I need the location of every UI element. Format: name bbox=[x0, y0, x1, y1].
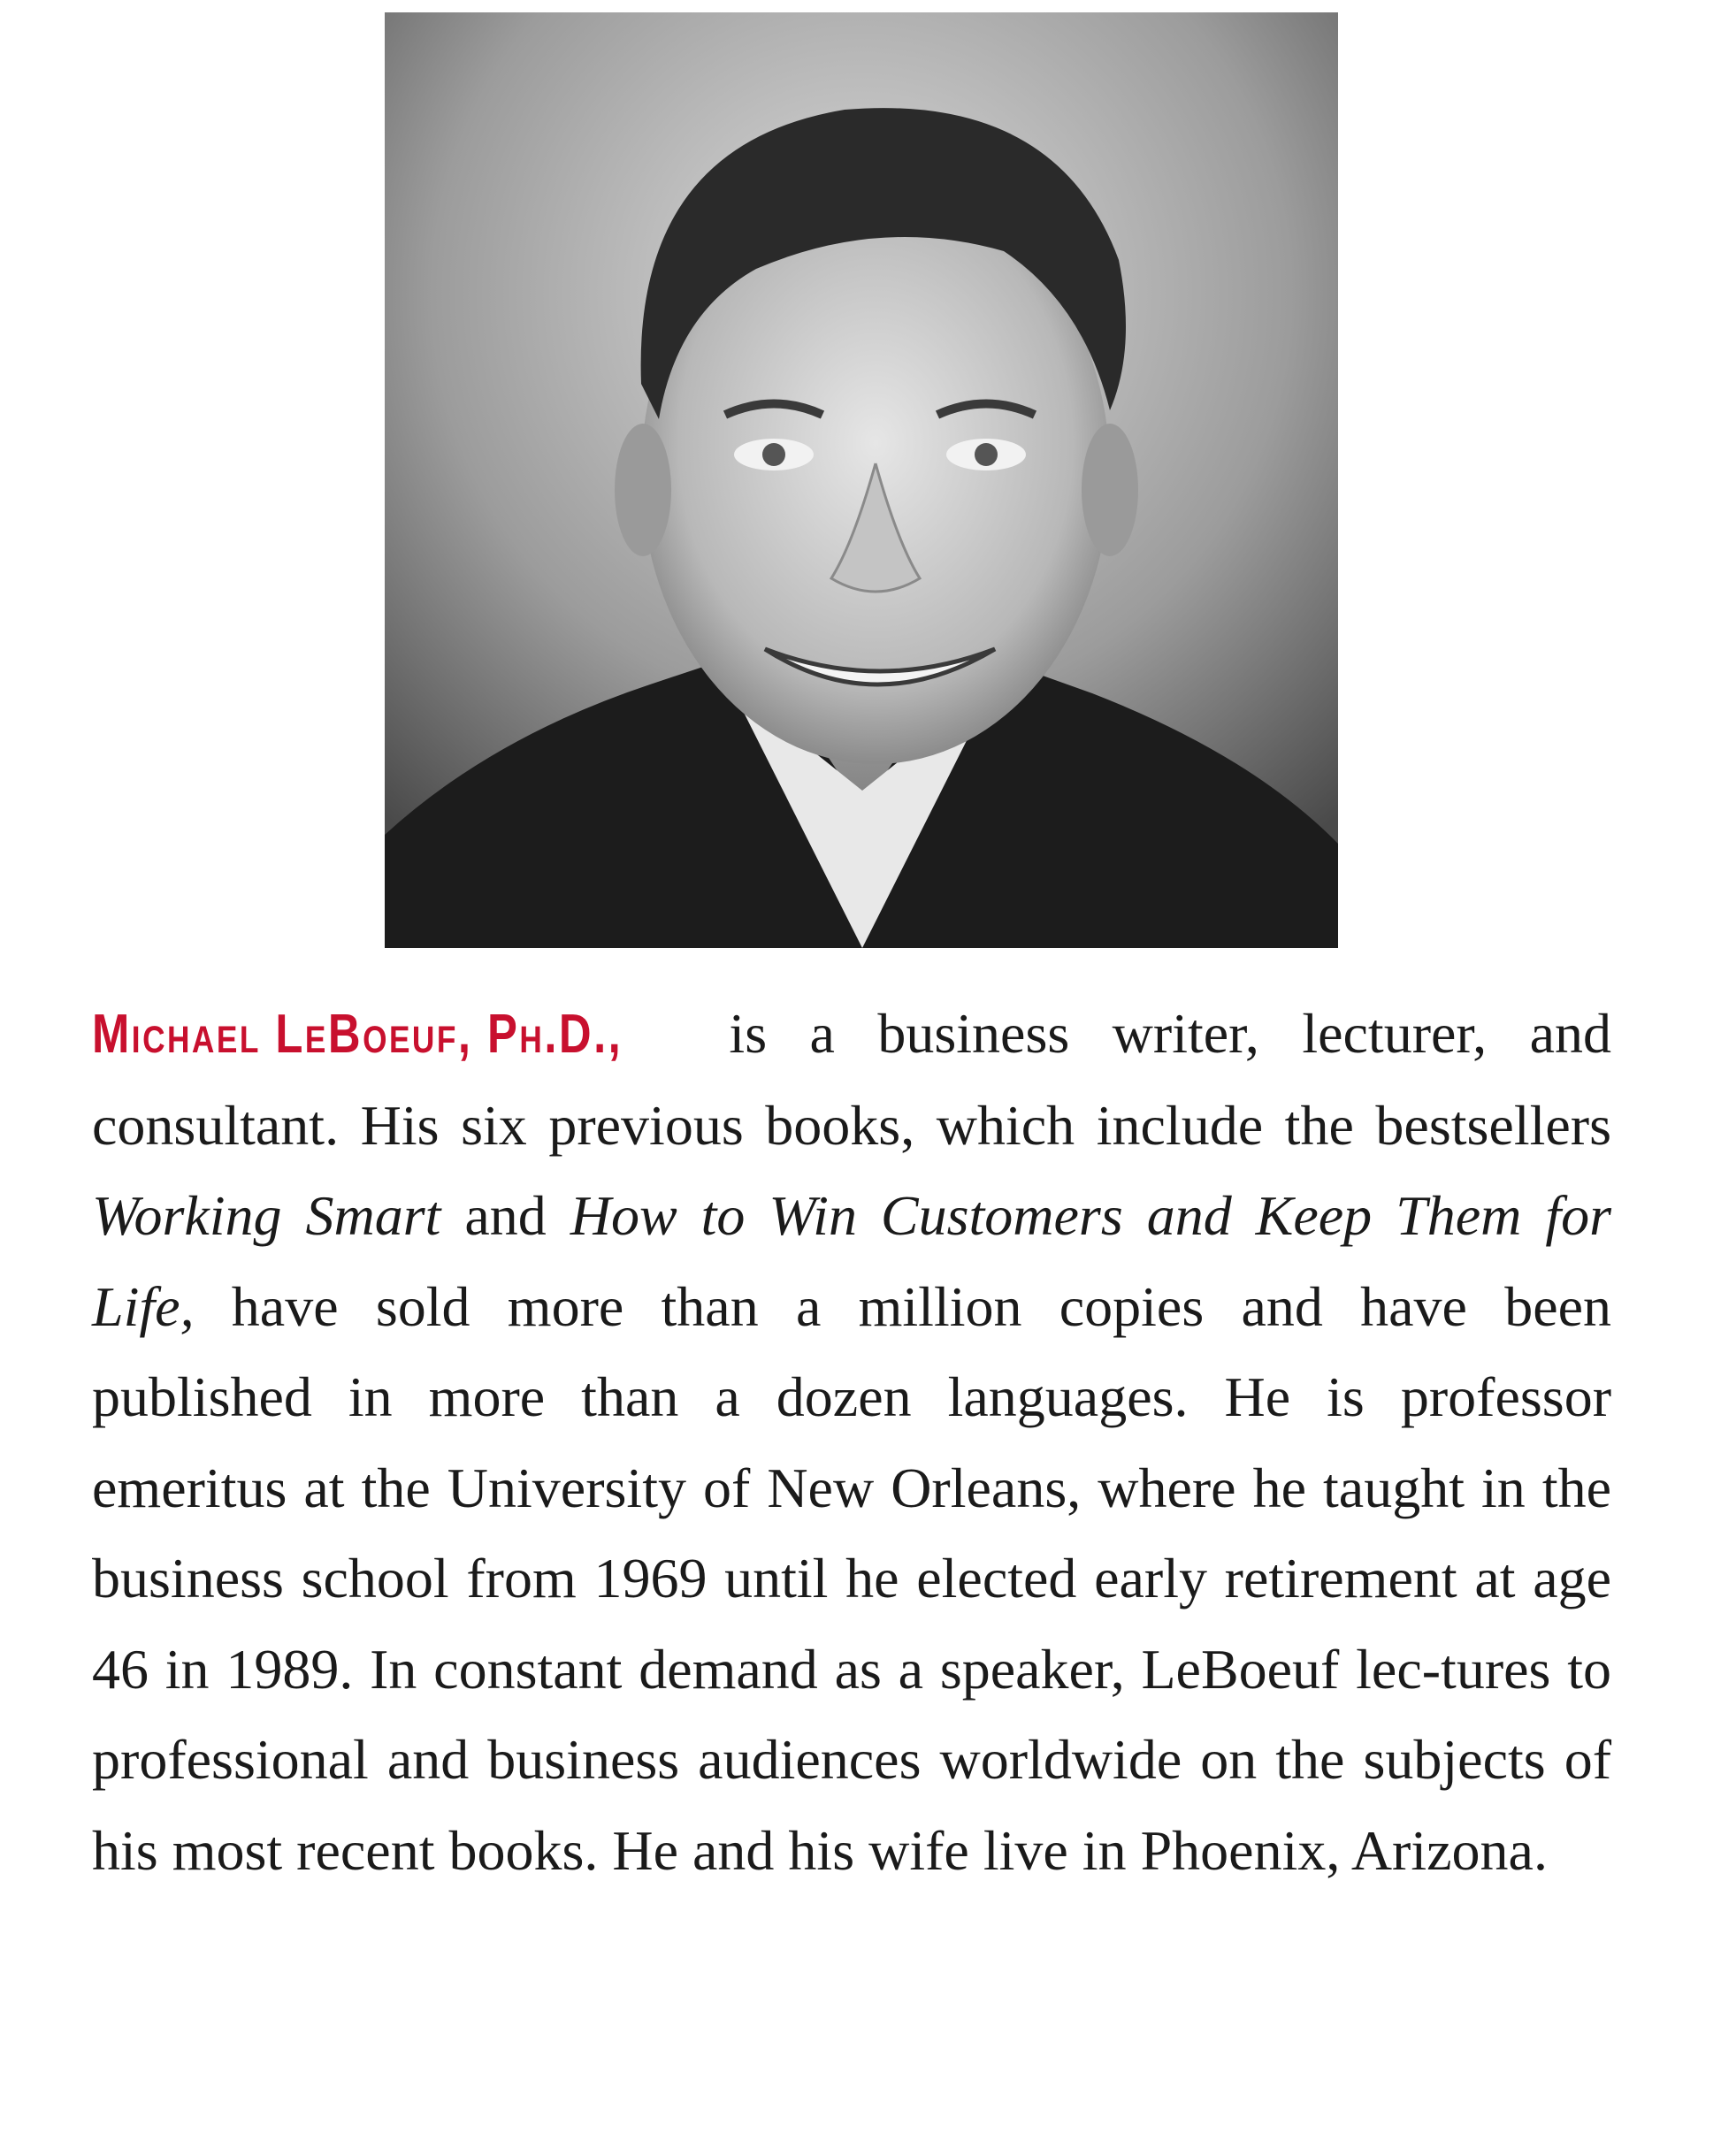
bio-text-rest: have sold more than a million copies and have been published in more than a dozen languages. He is professor emeritus at the University of New Orleans, where he taught in the business school from 1969 until he elected early retirement at age 46 in 1989. In constant demand as a speaker, LeBoeuf lec-tures to professional and business audiences worldwide on the subjects of his most recent books. He and his wife live in Phoenix, Arizona. bbox=[92, 1274, 1611, 1882]
book-title-how-to-win-customers: How to Win Customers and Keep Them for Life, bbox=[92, 1184, 1611, 1338]
author-portrait-photo bbox=[385, 12, 1338, 948]
author-name: Michael LeBoeuf, Ph.D., bbox=[92, 1004, 623, 1065]
bio-text-intro: is a business writer, lecturer, and consultant. His six previous books, which include the bestsellers bbox=[92, 1002, 1611, 1157]
portrait-photo-icon bbox=[385, 12, 1338, 948]
author-bio-paragraph bbox=[92, 989, 1611, 1896]
bio-text-and: and bbox=[440, 1184, 570, 1247]
book-title-working-smart: Working Smart bbox=[92, 1184, 441, 1247]
